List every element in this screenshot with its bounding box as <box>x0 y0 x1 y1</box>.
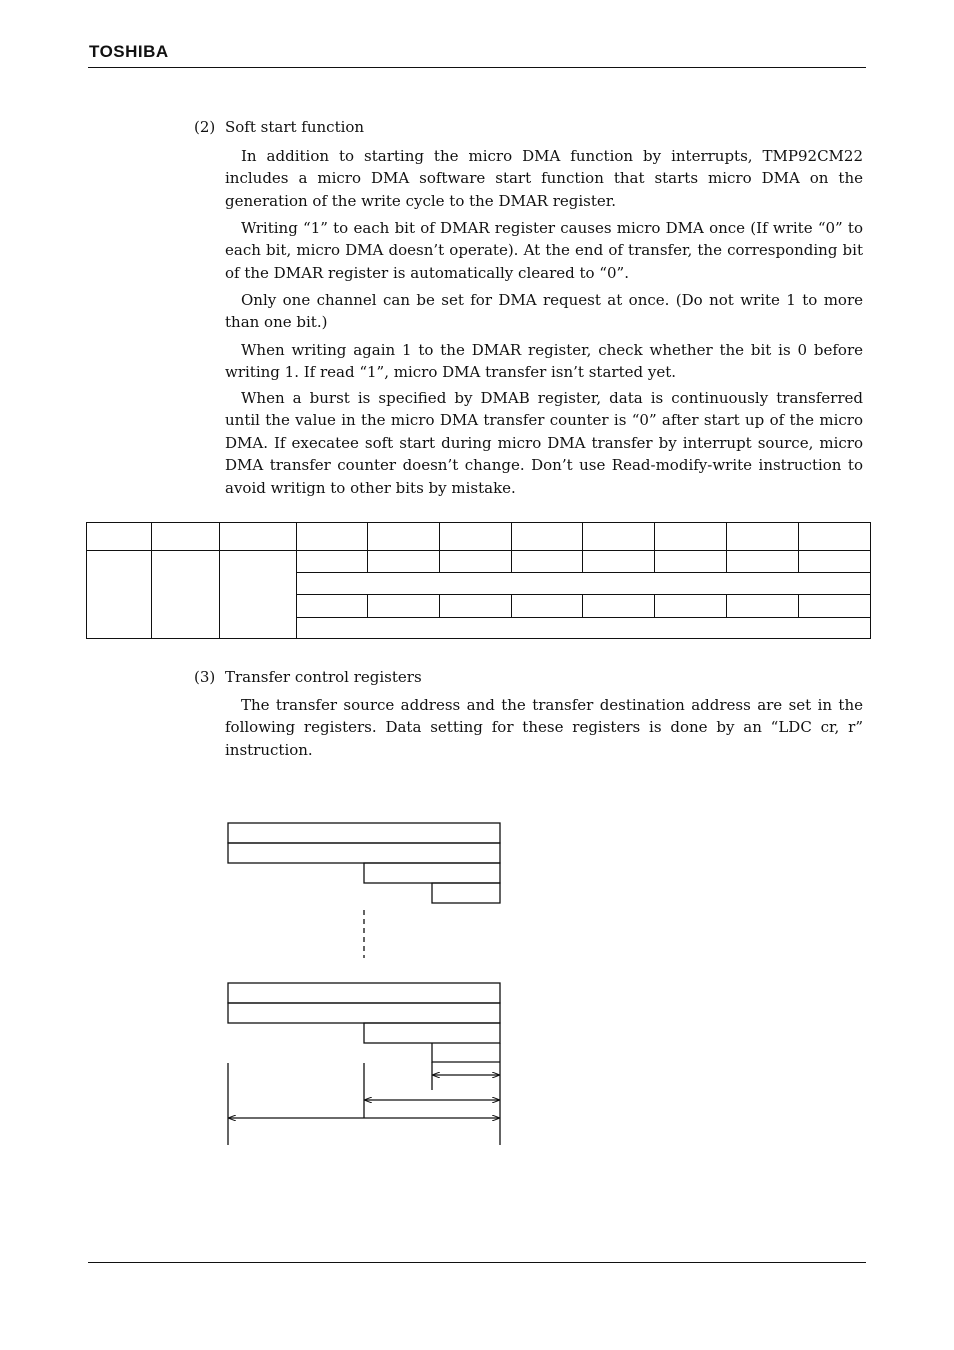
section-2-paragraph-3: Only one channel can be set for DMA request at once. (Do not write 1 to more than one bit.) <box>225 291 863 332</box>
section-2-paragraph-4: When writing again 1 to the DMAR register, check whether the bit is 0 before writing 1. If read “1”, micro DMA transfer isn’t started yet. <box>225 341 863 382</box>
section-2-paragraph-5: When a burst is specified by DMAB register, data is continuously transferred until the value in the micro DMA transfer counter is “0” after start up of the micro DMA. If execatee soft start during micro DMA transfer by interrupt source, micro DMA transfer counter doesn’t change. Don’t use Read-modify-write instruction to avoid writign to other bits by mistake. <box>225 389 863 497</box>
section-3-number: (3) <box>194 668 216 686</box>
register-bar-16bit <box>364 1023 500 1043</box>
register-bar-32bit <box>228 983 500 1003</box>
register-bar-8bit <box>432 1043 500 1062</box>
register-bar-32bit <box>228 823 500 843</box>
register-group-bottom <box>228 983 500 1062</box>
register-group-top <box>228 823 500 903</box>
section-2-paragraph-2: Writing “1” to each bit of DMAR register causes micro DMA once (If write “0” to each bit, micro DMA doesn’t operate). At the end of transfer, the corresponding bit of the DMAR register is automatically cleared to “0”. <box>225 219 863 282</box>
section-3-paragraph-1: The transfer source address and the transfer destination address are set in the following registers. Data setting for these registers is done by an “LDC cr, r” instruction. <box>225 696 863 759</box>
section-2-title: Soft start function <box>225 118 365 136</box>
section-2-paragraph-1: In addition to starting the micro DMA function by interrupts, TMP92CM22 includes a micro DMA software start function that starts micro DMA on the generation of the write cycle to the DMAR register. <box>225 147 863 210</box>
register-bar-8bit <box>432 883 500 903</box>
register-bar-32bit <box>228 1003 500 1023</box>
register-bar-32bit <box>228 843 500 863</box>
section-2-number: (2) <box>194 118 216 136</box>
register-bar-16bit <box>364 863 500 883</box>
toshiba-logo: TOSHIBA <box>89 42 169 61</box>
footer-rule <box>88 1262 866 1263</box>
section-3-title: Transfer control registers <box>225 668 422 686</box>
